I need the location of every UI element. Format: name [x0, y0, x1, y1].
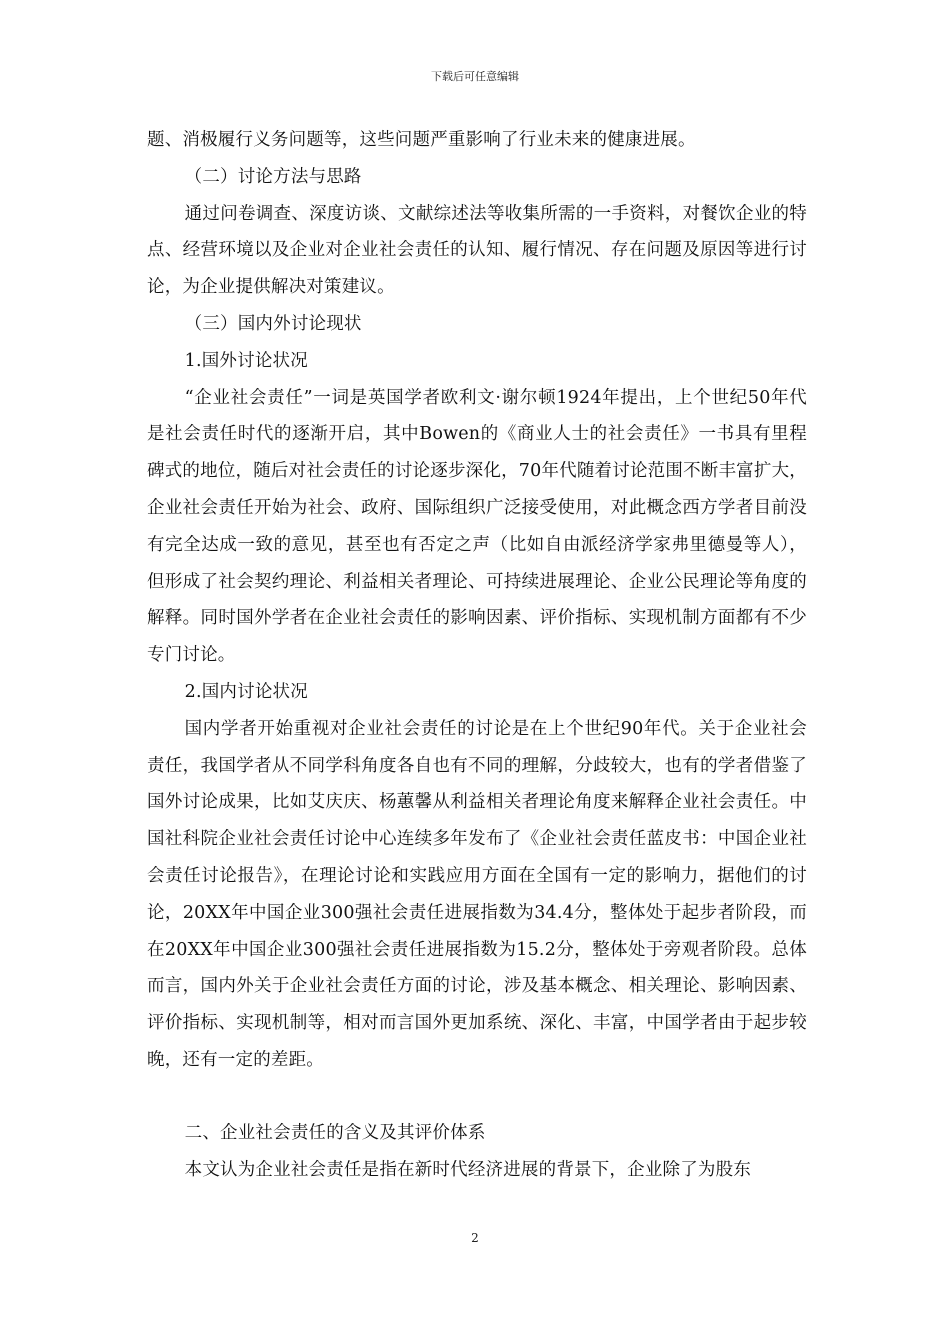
page-header: 下载后可任意编辑 — [431, 70, 519, 83]
subheading-domestic-status: 2.国内讨论状况 — [184, 681, 308, 702]
paragraph-domestic-status: 国内学者开始重视对企业社会责任的讨论是在上个世纪90年代。关于企业社会责任，我国学者从不同学科角度各自也有不同的理解，分歧较大，也有的学者借鉴了国外讨论成果，比如艾庆庆、杨蕙馨从利益相关者理论角度来解释企业社会责任。中国社科院企业社会责任讨论中心连续多年发布了《企业社会责任蓝皮书：中国企业社会责任讨论报告》，在理论讨论和实践应用方面在全国有一定的影响力，据他们的讨论，20XX年中国企业300强社会责任进展指数为34.4分，整体处于起步者阶段，而在20XX年中国企业300强社会责任进展指数为15.2分，整体处于旁观者阶段。总体而言，国内外关于企业社会责任方面的讨论，涉及基本概念、相关理论、影响因素、评价指标、实现机制等，相对而言国外更加系统、深化、丰富，中国学者由于起步较晚，还有一定的差距。 — [147, 718, 807, 1070]
paragraph-foreign-status: “企业社会责任”一词是英国学者欧利文·谢尔顿1924年提出，上个世纪50年代是社会责任时代的逐渐开启，其中Bowen的《商业人士的社会责任》一书具有里程碑式的地位，随后对社会责任的讨论逐步深化，70年代随着讨论范围不断丰富扩大，企业社会责任开始为社会、政府、国际组织广泛接受使用，对此概念西方学者目前没有完全达成一致的意见，甚至也有否定之声（比如自由派经济学家弗里德曼等人），但形成了社会契约理论、利益相关者理论、可持续进展理论、企业公民理论等角度的解释。同时国外学者在企业社会责任的影响因素、评价指标、实现机制方面都有不少专门讨论。 — [147, 387, 807, 666]
paragraph-csr-definition: 本文认为企业社会责任是指在新时代经济进展的背景下，企业除了为股东 — [184, 1159, 752, 1180]
paragraph-methods: 通过问卷调查、深度访谈、文献综述法等收集所需的一手资料，对餐饮企业的特点、经营环境以及企业对企业社会责任的认知、履行情况、存在问题及原因等进行讨论，为企业提供解决对策建议。 — [147, 203, 807, 298]
section-heading-methods: （二）讨论方法与思路 — [184, 166, 362, 187]
subheading-foreign-status: 1.国外讨论状况 — [184, 350, 308, 371]
paragraph-continuation: 题、消极履行义务问题等，这些问题严重影响了行业未来的健康进展。 — [147, 130, 696, 150]
section-heading-research-status: （三）国内外讨论现状 — [184, 313, 362, 334]
page-number: 2 — [471, 1231, 479, 1245]
document-body — [147, 122, 807, 1188]
section-spacer — [147, 1079, 807, 1115]
section-heading-csr-meaning: 二、企业社会责任的含义及其评价体系 — [184, 1122, 486, 1143]
